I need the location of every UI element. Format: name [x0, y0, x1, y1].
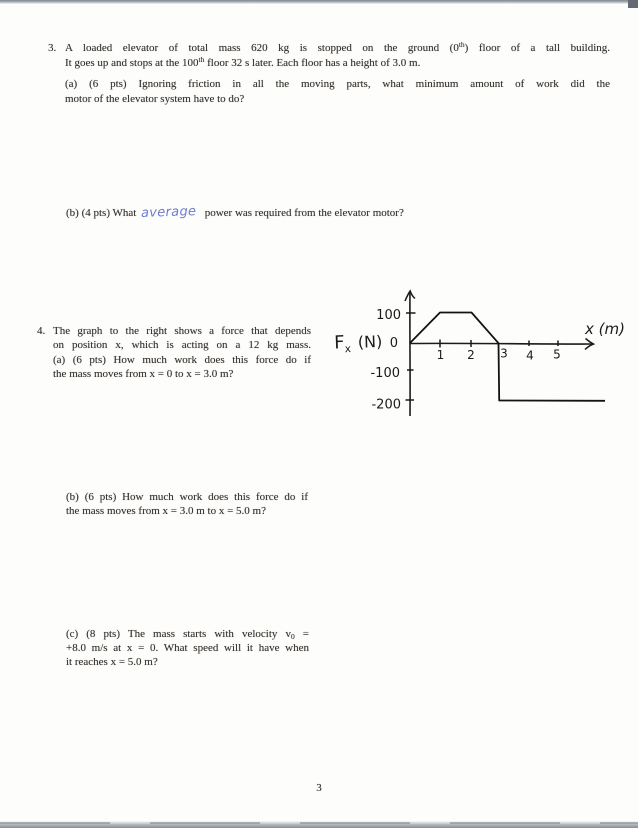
question-4-line-2: on position x, which is acting on a 12 kg mass. — [53, 339, 311, 352]
scan-artifact-top-right — [628, 0, 638, 8]
y-tick-label-100: 100 — [376, 308, 401, 323]
y-axis-label-unit: (N) — [352, 331, 383, 352]
question-4-line-1: The graph to the right shows a force that depends — [53, 325, 311, 337]
superscript-th-100: th — [198, 54, 205, 64]
question-3-line-2 — [65, 56, 420, 70]
x-tick-label-5: 5 — [553, 347, 561, 362]
y-axis-label-subscript: x — [344, 342, 352, 356]
question-3-line-2-text-b: floor 32 s later. Each floor has a height of 3.0 m. — [204, 56, 421, 69]
subscript-v0: 0 — [290, 631, 295, 641]
x-axis-label: x (m) — [585, 320, 625, 338]
scan-artifact-bottom-streak — [0, 822, 638, 824]
x-tick-label-3: 3 — [500, 346, 508, 361]
question-3b-pre: (b) (4 pts) What — [66, 207, 137, 219]
question-4c-line-1-text-a: (c) (8 pts) The mass starts with velocity v — [66, 627, 291, 640]
question-3-line-1-text-b: ) floor of a tall building. — [464, 42, 611, 54]
y-axis-label — [334, 331, 383, 356]
x-tick-label-2: 2 — [467, 348, 475, 362]
y-tick-label-0: 0 — [389, 336, 398, 351]
x-axis — [410, 343, 592, 344]
y-tick-label-neg200: -200 — [371, 397, 401, 413]
question-4b-line-2: the mass moves from x = 3.0 m to x = 5.0 m? — [66, 505, 266, 517]
question-4-number: 4. — [37, 325, 46, 337]
question-3a-line-2: motor of the elevator system have to do? — [65, 92, 245, 105]
question-3-line-1 — [65, 41, 610, 55]
question-3b-line — [66, 206, 404, 220]
question-4c-line-2: +8.0 m/s at x = 0. What speed will it have when — [66, 642, 309, 654]
question-4b-line-1: (b) (6 pts) How much work does this force do if — [66, 490, 308, 503]
y-tick-label-neg100: -100 — [370, 366, 400, 381]
question-3-line-2-text-a: It goes up and stops at the 100 — [65, 56, 199, 69]
y-axis-label-symbol: F — [333, 332, 345, 354]
question-4c-line-1-text-b: = — [294, 627, 309, 640]
question-4c-line-3: it reaches x = 5.0 m? — [66, 656, 158, 669]
handwritten-average: average — [141, 204, 197, 221]
x-tick-label-1: 1 — [436, 348, 445, 362]
superscript-th-ground: th — [458, 40, 465, 49]
question-3a-line-1: (a) (6 pts) Ignoring friction in all the moving parts, what minimum amount of work did the — [65, 78, 610, 90]
force-position-graph — [330, 278, 638, 428]
page-number: 3 — [316, 782, 322, 794]
scan-artifact-top — [0, 0, 638, 4]
question-3-line-1-text-a: A loaded elevator of total mass 620 kg is stopped on the ground (0 — [65, 42, 459, 54]
question-4c-line-1 — [66, 627, 309, 641]
question-4a-line-1: (a) (6 pts) How much work does this force do if — [53, 353, 311, 366]
question-3b-post: power was required from the elevator motor? — [204, 207, 404, 219]
x-tick-label-4: 4 — [526, 348, 534, 363]
question-4a-line-2: the mass moves from x = 0 to x = 3.0 m? — [53, 368, 234, 380]
question-3-number: 3. — [48, 42, 57, 54]
